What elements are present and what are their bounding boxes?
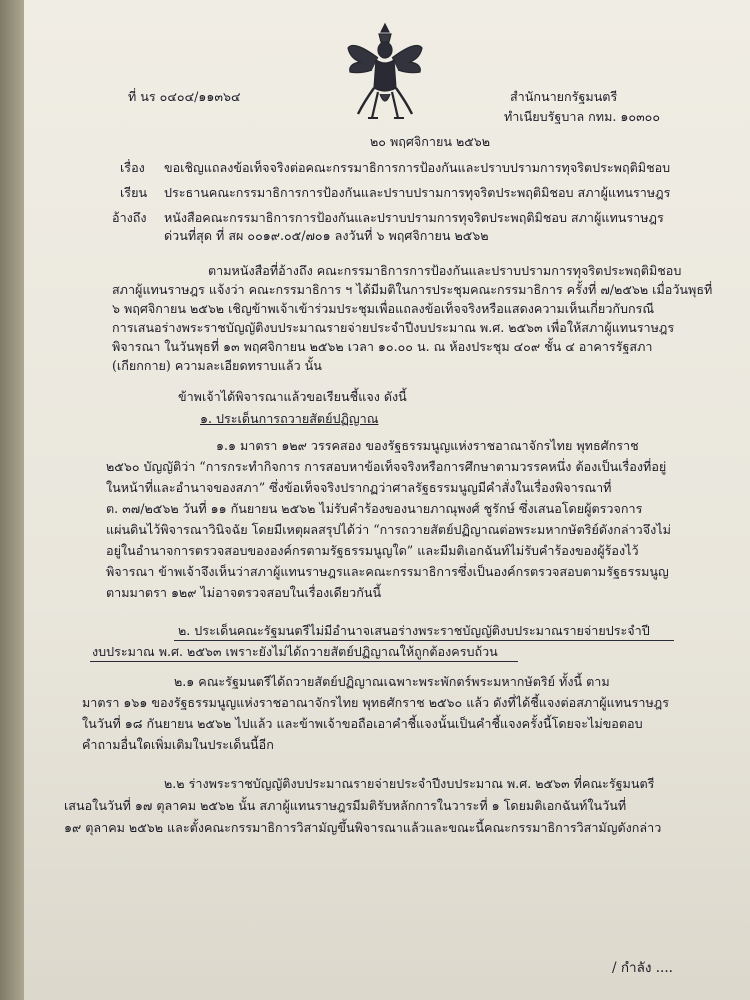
body-line: ข้าพเจ้าได้พิจารณาแล้วขอเรียนชี้แจง ดังนี้ (178, 389, 407, 404)
body-line: ๒.๒ ร่างพระราชบัญญัติงบประมาณรายจ่ายประจำปีงบประมาณ พ.ศ. ๒๕๖๓ ที่คณะรัฐมนตรี (164, 776, 655, 791)
reference-line: หนังสือคณะกรรมาธิการการป้องกันและปราบปรามการทุจริตประพฤติมิชอบ สภาผู้แทนราษฎร (164, 210, 664, 225)
office-name: สำนักนายกรัฐมนตรี (510, 89, 618, 104)
letter-page (24, 0, 750, 1000)
continuation-mark: / กำลัง .... (612, 960, 673, 976)
heading-underline (174, 640, 674, 641)
office-address: ทำเนียบรัฐบาล กทม. ๑๐๓๐๐ (504, 109, 661, 124)
section-heading: ๒. ประเด็นคณะรัฐมนตรีไม่มีอำนาจเสนอร่างพระราชบัญญัติงบประมาณรายจ่ายประจำปี (178, 623, 650, 638)
body-line: (เกียกกาย) ความละเอียดทราบแล้ว นั้น (112, 358, 322, 373)
recipient-label: เรียน (120, 185, 148, 200)
body-line: สภาผู้แทนราษฎร แจ้งว่า คณะกรรมาธิการ ฯ ได้มีมติในการประชุมคณะกรรมาธิการ ครั้งที่ ๗/๒๕๖๒ เมื่อวันพุธที่ (112, 282, 713, 297)
recipient-text: ประธานคณะกรรมาธิการการป้องกันและปราบปรามการทุจริตประพฤติมิชอบ สภาผู้แทนราษฎร (164, 185, 671, 200)
body-line: เสนอในวันที่ ๑๗ ตุลาคม ๒๕๖๒ นั้น สภาผู้แทนราษฎรมีมติรับหลักการในวาระที่ ๑ โดยมติเอกฉันท์ในวันที่ (64, 798, 627, 813)
section-heading: งบประมาณ พ.ศ. ๒๕๖๓ เพราะยังไม่ได้ถวายสัตย์ปฏิญาณให้ถูกต้องครบถ้วน (92, 644, 498, 659)
body-line: ในวันที่ ๑๘ กันยายน ๒๕๖๒ ไปแล้ว และข้าพเจ้าขอถือเอาคำชี้แจงนั้นเป็นคำชี้แจงครั้งนี้โดยจะไม่ขอตอบ (82, 716, 643, 731)
body-line: คำถามอื่นใดเพิ่มเติมในประเด็นนี้อีก (82, 737, 274, 752)
reference-line: ด่วนที่สุด ที่ สผ ๐๐๑๙.๐๕/๗๐๑ ลงวันที่ ๖ พฤศจิกายน ๒๕๖๒ (164, 228, 489, 243)
body-line: ตามหนังสือที่อ้างถึง คณะกรรมาธิการการป้องกันและปราบปรามการทุจริตประพฤติมิชอบ (208, 263, 682, 278)
body-line: ๖ พฤศจิกายน ๒๕๖๒ เชิญข้าพเจ้าเข้าร่วมประชุมเพื่อแถลงข้อเท็จจริงหรือแสดงความเห็นเกี่ยวกับกรณี (112, 301, 655, 316)
body-line: ตามมาตรา ๑๒๙ ไม่อาจตรวจสอบในเรื่องเดียวกันนี้ (106, 585, 382, 600)
subject-label: เรื่อง (120, 160, 145, 175)
body-line: แผ่นดินไว้พิจารณาวินิจฉัย โดยมีเหตุผลสรุปได้ว่า “การถวายสัตย์ปฏิญาณต่อพระมหากษัตริย์ดังกล่าวจึงไม่ (106, 522, 671, 537)
body-line: มาตรา ๑๖๑ ของรัฐธรรมนูญแห่งราชอาณาจักรไทย พุทธศักราช ๒๕๖๐ แล้ว ดังที่ได้ชี้แจงต่อสภาผู้แทนราษฎร (82, 695, 670, 710)
body-line: ๑๙ ตุลาคม ๒๕๖๒ และตั้งคณะกรรมาธิการวิสามัญขึ้นพิจารณาแล้วและขณะนี้คณะกรรมาธิการวิสามัญดังกล่าว (64, 820, 662, 835)
garuda-emblem-icon (342, 18, 428, 130)
body-line: ต. ๓๗/๒๕๖๒ วันที่ ๑๑ กันยายน ๒๕๖๒ ไม่รับคำร้องของนายภาณุพงศ์ ชูรักษ์ ซึ่งเสนอโดยผู้ตรวจการ (106, 501, 643, 516)
body-line: พิจารณา ในวันพุธที่ ๑๓ พฤศจิกายน ๒๕๖๒ เวลา ๑๐.๐๐ น. ณ ห้องประชุม ๔๐๙ ชั้น ๔ อาคารรัฐสภา (112, 339, 653, 354)
letter-date: ๒๐ พฤศจิกายน ๒๕๖๒ (370, 134, 491, 149)
body-line: ๒๕๖๐ บัญญัติว่า “การกระทำกิจการ การสอบหาข้อเท็จจริงหรือการศึกษาตามวรรคหนึ่ง ต้องเป็นเรื่องที่อยู่ (106, 459, 667, 474)
body-line: อยู่ในอำนาจการตรวจสอบขององค์กรตามรัฐธรรมนูญใด” และมีมติเอกฉันท์ไม่รับคำร้องของผู้ร้องไว้ (106, 543, 639, 558)
body-line: ๑.๑ มาตรา ๑๒๙ วรรคสอง ของรัฐธรรมนูญแห่งราชอาณาจักรไทย พุทธศักราช (216, 438, 639, 453)
body-line: ๒.๑ คณะรัฐมนตรีได้ถวายสัตย์ปฏิญาณเฉพาะพระพักตร์พระมหากษัตริย์ ทั้งนี้ ตาม (174, 674, 610, 689)
reference-label: อ้างถึง (112, 210, 147, 225)
subject-text: ขอเชิญแถลงข้อเท็จจริงต่อคณะกรรมาธิการการป้องกันและปราบปรามการทุจริตประพฤติมิชอบ (164, 160, 671, 175)
body-line: ในหน้าที่และอำนาจของสภา” ซึ่งข้อเท็จจริงปรากฏว่าศาลรัฐธรรมนูญมีคำสั่งในเรื่องพิจารณาที่ (106, 480, 612, 495)
heading-underline (90, 661, 518, 662)
body-line: การเสนอร่างพระราชบัญญัติงบประมาณรายจ่ายประจำปีงบประมาณ พ.ศ. ๒๕๖๓ เพื่อให้สภาผู้แทนราษฎร (112, 320, 675, 335)
body-line: พิจารณา ข้าพเจ้าจึงเห็นว่าสภาผู้แทนราษฎรและคณะกรรมาธิการซึ่งเป็นองค์กรตรวจสอบตามรัฐธรรมนูญ (106, 564, 669, 579)
reference-number: ที่ นร ๐๔๐๔/๑๑๓๖๔ (128, 89, 241, 104)
section-heading: ๑. ประเด็นการถวายสัตย์ปฏิญาณ (200, 411, 379, 426)
